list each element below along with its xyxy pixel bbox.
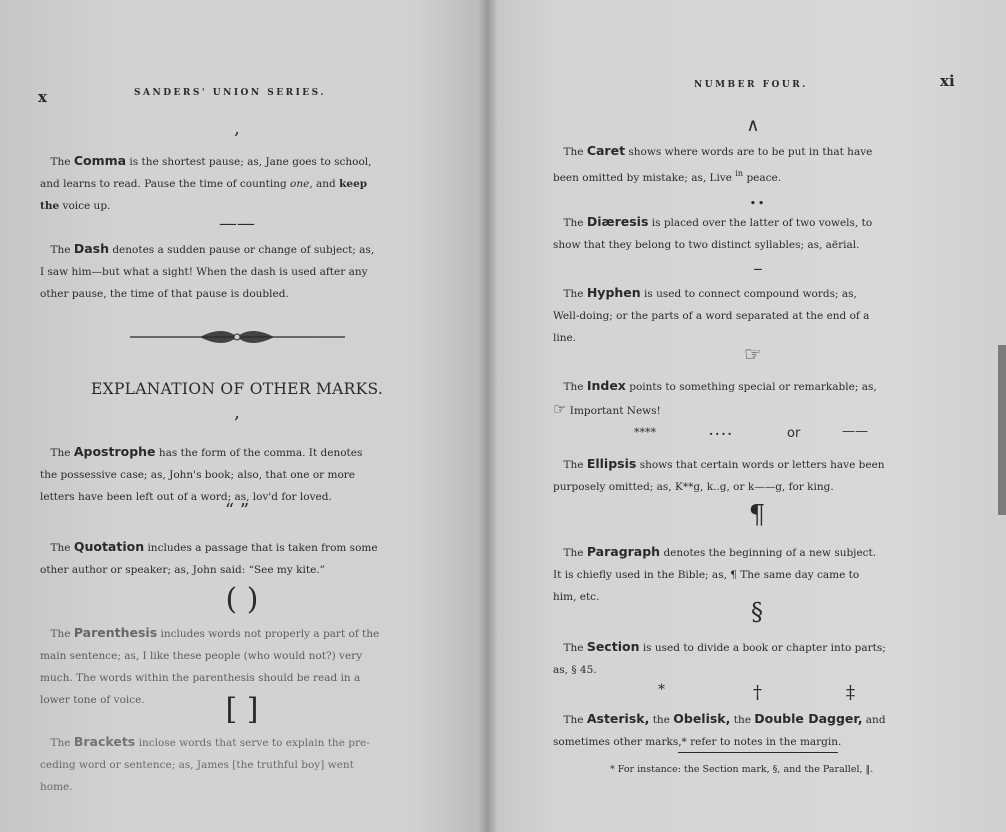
paragraph-line-2: It is chiefly used in the Bible; as, ¶ The same day came to: [553, 569, 860, 581]
reference-marks-entry: [553, 708, 953, 753]
reference-marks-line-1: The Asterisk, the Obelisk, the Double Dagger, and: [563, 711, 886, 726]
comma-term: Comma: [73, 153, 127, 168]
brackets-line-3: home.: [40, 781, 73, 793]
apostrophe-line-1: The Apostrophe has the form of the comma. It denotes: [50, 444, 363, 459]
ellipsis-or: or: [787, 426, 801, 441]
right-running-head: NUMBER FOUR.: [694, 80, 808, 90]
parenthesis-symbol: ( ): [225, 582, 259, 617]
section-line-2: as, § 45.: [553, 664, 597, 676]
section-term: Section: [586, 639, 640, 654]
comma-symbol: ,: [234, 118, 240, 139]
quotation-entry: [40, 536, 440, 581]
index-line-2: ☞ Important News!: [553, 400, 661, 418]
comma-line-3: the voice up.: [40, 200, 111, 212]
quotation-term: Quotation: [73, 539, 145, 554]
right-folio: xi: [940, 72, 955, 90]
page-edge-tab: [998, 345, 1006, 515]
section-symbol: §: [751, 598, 763, 626]
hyphen-entry: [553, 282, 953, 349]
index-hand-icon: ☞: [744, 342, 762, 366]
paragraph-line-1: The Paragraph denotes the beginning of a new subject.: [563, 544, 877, 559]
dash-entry: [40, 238, 440, 305]
diaeresis-entry: [553, 211, 953, 256]
book-gutter: [478, 0, 498, 832]
apostrophe-line-3: letters have been left out of a word; as, lov'd for loved.: [40, 491, 332, 503]
asterisk-symbol: *: [658, 682, 665, 698]
apostrophe-symbol: ,: [234, 402, 240, 423]
ornamental-divider: [130, 328, 345, 346]
ellipsis-term: Ellipsis: [586, 456, 637, 471]
left-folio: x: [38, 88, 47, 106]
diaeresis-line-2: show that they belong to two distinct syllables; as, aërial.: [553, 239, 860, 251]
brackets-entry: [40, 731, 440, 798]
apostrophe-entry: [40, 441, 440, 508]
index-line-1: The Index points to something special or remarkable; as,: [563, 378, 877, 393]
caret-insertion: in: [735, 169, 744, 178]
hyphen-line-1: The Hyphen is used to connect compound words; as,: [563, 285, 857, 300]
hyphen-line-3: line.: [553, 332, 577, 344]
comma-line-2: and learns to read. Pause the time of counting one, and keep: [40, 178, 368, 190]
diaeresis-line-1: The Diæresis is placed over the latter of two vowels, to: [563, 214, 873, 229]
ellipsis-line: ——: [842, 424, 868, 439]
section-entry: [553, 636, 953, 681]
reference-marks-line-2: sometimes other marks,* refer to notes in the margin.: [553, 736, 842, 748]
footnote-rule: [678, 752, 838, 753]
right-page: [488, 0, 1006, 832]
parenthesis-line-2: main sentence; as, I like these people (who would not?) very: [40, 650, 363, 662]
dash-line-3: other pause, the time of that pause is doubled.: [40, 288, 289, 300]
parenthesis-line-4: lower tone of voice.: [40, 694, 145, 706]
ellipsis-dots: ....: [709, 424, 734, 438]
quotation-symbol: “ ”: [224, 500, 250, 521]
quotation-line-1: The Quotation includes a passage that is taken from some: [50, 539, 378, 554]
quotation-line-2: other author or speaker; as, John said: “See my kite.”: [40, 564, 326, 576]
index-example-icon: ☞: [553, 400, 567, 418]
ellipsis-asterisks: ****: [634, 426, 656, 439]
ellipsis-line-1: The Ellipsis shows that certain words or letters have been: [563, 456, 885, 471]
diaeresis-symbol: ..: [749, 188, 767, 209]
parenthesis-line-1: The Parenthesis includes words not properly a part of the: [50, 625, 380, 640]
brackets-line-1: The Brackets inclose words that serve to explain the pre-: [50, 734, 370, 749]
obelisk-symbol: †: [753, 682, 762, 703]
caret-term: Caret: [586, 143, 626, 158]
left-running-head: SANDERS' UNION SERIES.: [134, 88, 326, 98]
parenthesis-line-3: much. The words within the parenthesis should be read in a: [40, 672, 361, 684]
hyphen-term: Hyphen: [586, 285, 641, 300]
footnote: * For instance: the Section mark, §, and the Parallel, ‖.: [610, 764, 874, 775]
brackets-term: Brackets: [73, 734, 136, 749]
section-line-1: The Section is used to divide a book or chapter into parts;: [563, 639, 886, 654]
double-dagger-symbol: ‡: [846, 682, 855, 703]
comma-entry: [40, 150, 440, 217]
hyphen-line-2: Well-doing; or the parts of a word separated at the end of a: [553, 310, 870, 322]
caret-line-2: been omitted by mistake; as, Live $^{in}$ peace.: [553, 169, 782, 184]
ellipsis-line-2: purposely omitted; as, K**g, k..g, or k——g, for king.: [553, 481, 834, 493]
index-entry: [553, 375, 953, 422]
left-page: [0, 0, 488, 832]
apostrophe-line-2: the possessive case; as, John's book; also, that one or more: [40, 469, 356, 481]
hyphen-symbol: –: [753, 258, 763, 279]
diaeresis-term: Diæresis: [586, 214, 649, 229]
section-title: EXPLANATION OF OTHER MARKS.: [91, 380, 384, 398]
paragraph-line-3: him, etc.: [553, 591, 600, 603]
dash-symbol: ——: [219, 213, 255, 234]
dash-line-1: The Dash denotes a sudden pause or change of subject; as,: [50, 241, 375, 256]
asterisk-term: Asterisk,: [586, 711, 650, 726]
caret-symbol: ∧: [746, 115, 760, 136]
parenthesis-term: Parenthesis: [73, 625, 158, 640]
caret-line-1: The Caret shows where words are to be put in that have: [563, 143, 873, 158]
obelisk-term: Obelisk,: [673, 711, 731, 726]
brackets-line-2: ceding word or sentence; as, James [the truthful boy] went: [40, 759, 354, 771]
brackets-symbol: [ ]: [225, 692, 259, 727]
paragraph-symbol: ¶: [748, 500, 766, 530]
dash-term: Dash: [73, 241, 109, 256]
apostrophe-term: Apostrophe: [73, 444, 156, 459]
ellipsis-entry: [553, 453, 953, 498]
paragraph-term: Paragraph: [586, 544, 661, 559]
index-term: Index: [586, 378, 626, 393]
caret-entry: [553, 140, 953, 189]
double-dagger-term: Double Dagger,: [754, 711, 863, 726]
dash-line-2: I saw him—but what a sight! When the dash is used after any: [40, 266, 368, 278]
comma-line-1: The Comma is the shortest pause; as, Jane goes to school,: [50, 153, 372, 168]
